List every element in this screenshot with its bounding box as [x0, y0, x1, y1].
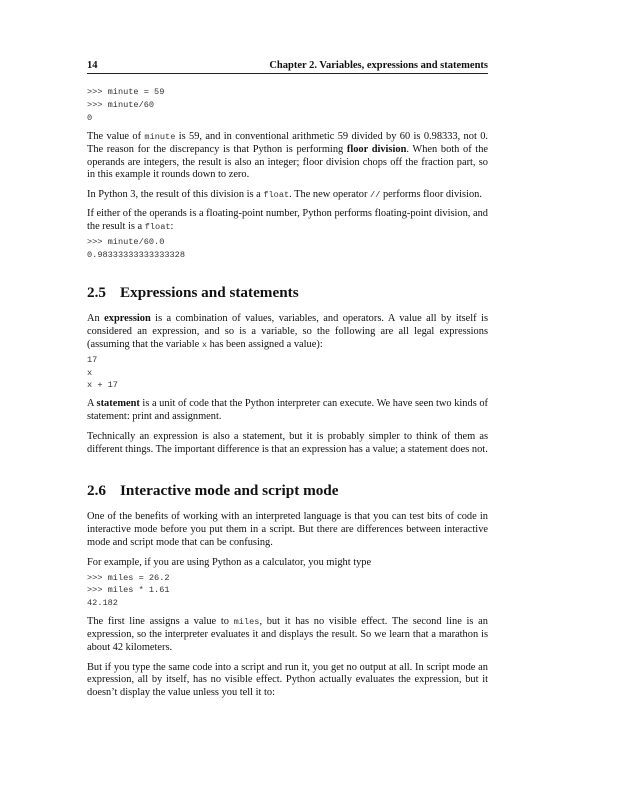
- paragraph-script-mode: But if you type the same code into a script and run it, you get no output at all. In script mode an expression, all by itself, has no visible effect. Python actually evaluates the expression, but it doesn’t display the value unless you tell it to:: [87, 661, 488, 699]
- code-block-float: [87, 236, 488, 262]
- paragraph-technically: Technically an expression is also a statement, but it is probably simpler to think of them as different things. The important difference is that an expression has a value; a statement does not.: [87, 430, 488, 455]
- paragraph-benefits: One of the benefits of working with an interpreted language is that you can test bits of code in interactive mode before you put them in a script. But there are differences between interactive mode and script mode that can be confusing.: [87, 511, 488, 549]
- page-number: 14: [87, 60, 98, 71]
- paragraph-statement: A statement is a unit of code that the Python interpreter can execute. We have seen two kinds of statement: print and assignment.: [87, 398, 489, 423]
- paragraph-python3: In Python 3, the result of this division is a float. The new operator // performs floor division.: [87, 188, 482, 200]
- code-block-miles: [87, 572, 488, 611]
- code-line: x: [87, 367, 93, 378]
- code-line: x + 17: [87, 380, 118, 391]
- header-rule: [87, 73, 488, 74]
- code-line: >>> minute = 59: [87, 87, 165, 97]
- code-block-minute: [87, 86, 488, 125]
- code-line: 0: [87, 112, 93, 123]
- section-heading-2-5: 2.5 Expressions and statements: [87, 283, 299, 301]
- code-line: >>> miles * 1.61: [87, 585, 170, 596]
- code-line: >>> minute/60: [87, 99, 155, 110]
- code-line: >>> minute/60.0: [87, 237, 165, 248]
- code-line: 42.182: [87, 598, 118, 609]
- paragraph-expression: An expression is a combination of values, variables, and operators. A value all by itself is considered an expression, and so is a variable, so the following are all legal expressions (assuming that the variable x has been assigned a value):: [87, 312, 489, 350]
- page-body: [87, 86, 488, 707]
- section-heading-2-6: 2.6 Interactive mode and script mode: [87, 482, 339, 500]
- paragraph-floating-point: If either of the operands is a floating-point number, Python performs floating-point division, and the result is a float:: [87, 208, 488, 233]
- paragraph-calculator: For example, if you are using Python as a calculator, you might type: [87, 556, 372, 568]
- paragraph-floor-division: The value of minute is 59, and in conventional arithmetic 59 divided by 60 is 0.98333, not 0. The reason for the discrepancy is that Python is performing floor division. When both of the operands are integers, the result is also an integer; floor division chops off the fraction part, so in this example it rounds down to zero.: [87, 130, 488, 181]
- code-line: 0.98333333333333328: [87, 249, 185, 260]
- running-chapter-title: Chapter 2. Variables, expressions and statements: [269, 60, 488, 71]
- code-line: 17: [87, 354, 98, 365]
- code-block-expressions: [87, 354, 488, 393]
- code-line: >>> miles = 26.2: [87, 572, 170, 583]
- paragraph-first-line: The first line assigns a value to miles, but it has no visible effect. The second line is an expression, so the interpreter evaluates it and displays the result. So we learn that a marathon is about 42 kilometers.: [87, 616, 488, 654]
